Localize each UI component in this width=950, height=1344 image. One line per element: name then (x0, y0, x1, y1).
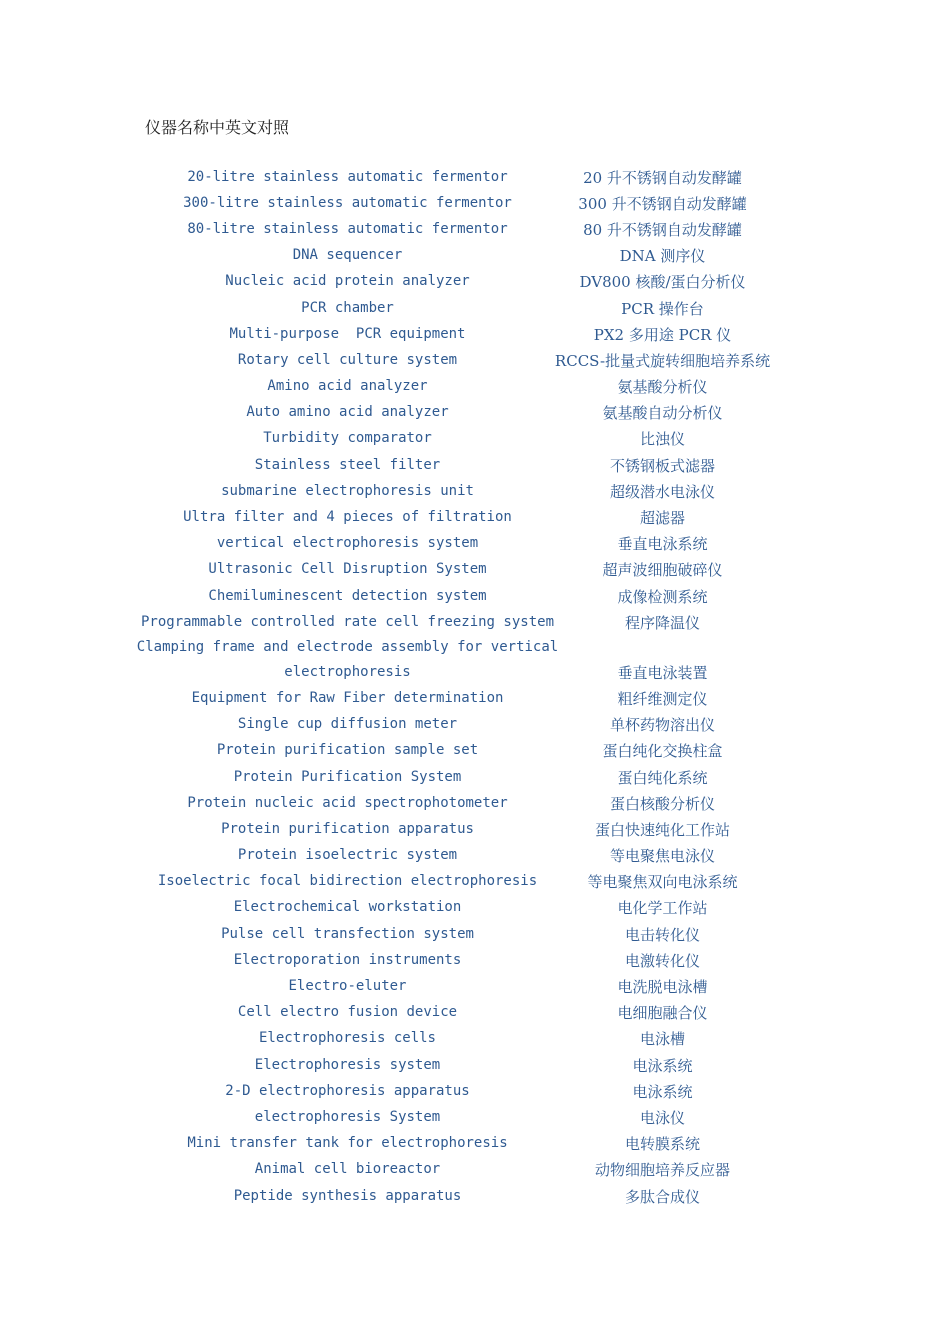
chinese-name: 20 升不锈钢自动发酵罐 (583, 168, 742, 187)
english-name: Peptide synthesis apparatus (233, 1187, 462, 1204)
english-name: vertical electrophoresis system (216, 535, 479, 552)
english-name: Isoelectric focal bidirection electrophoresis (157, 873, 538, 890)
table-row (0, 609, 950, 635)
english-name: Protein purification sample set (216, 742, 479, 759)
table-row (0, 764, 950, 790)
chinese-name: 程序降温仪 (624, 613, 700, 632)
table-row (0, 452, 950, 478)
english-name: PCR chamber (301, 299, 394, 316)
english-name: DNA sequencer (292, 247, 403, 264)
table-row (0, 347, 950, 373)
chinese-name: 超级潜水电泳仪 (609, 482, 715, 501)
english-name: Animal cell bioreactor (254, 1161, 441, 1178)
table-row (0, 1000, 950, 1026)
english-name: Single cup diffusion meter (237, 716, 458, 733)
english-name: Electroporation instruments (233, 951, 462, 968)
chinese-name: 蛋白纯化系统 (617, 768, 708, 787)
table-row (0, 712, 950, 738)
english-name: Electrochemical workstation (233, 899, 462, 916)
english-name: Protein nucleic acid spectrophotometer (187, 794, 508, 811)
chinese-name: 超滤器 (639, 509, 685, 528)
table-row (0, 685, 950, 711)
table-row (0, 1157, 950, 1183)
table-row (0, 190, 950, 216)
chinese-name: 氨基酸分析仪 (617, 378, 708, 397)
chinese-name: DV800 核酸/蛋白分析仪 (579, 273, 746, 292)
english-name: Electro-eluter (288, 978, 407, 995)
english-name: Clamping frame and electrode assembly for vertical electrophoresis (136, 639, 567, 681)
chinese-name: 单杯药物溶出仪 (609, 716, 715, 735)
english-name: Ultrasonic Cell Disruption System (208, 561, 487, 578)
english-name: Auto amino acid analyzer (246, 404, 449, 421)
chinese-name: 垂直电泳装置 (617, 664, 708, 683)
chinese-name: RCCS-批量式旋转细胞培养系统 (554, 351, 771, 370)
english-name: Ultra filter and 4 pieces of filtration (183, 509, 512, 526)
chinese-name: PCR 操作台 (621, 299, 704, 318)
english-name: Equipment for Raw Fiber determination (191, 689, 504, 706)
table-row (0, 816, 950, 842)
chinese-name: 垂直电泳系统 (617, 535, 708, 554)
english-name: Electrophoresis system (254, 1056, 441, 1073)
chinese-name: 蛋白核酸分析仪 (609, 794, 715, 813)
chinese-name: 电击转化仪 (624, 925, 700, 944)
chinese-name: 80 升不锈钢自动发酵罐 (583, 220, 742, 239)
chinese-name: 电激转化仪 (624, 951, 700, 970)
english-name: submarine electrophoresis unit (221, 482, 474, 499)
table-row (0, 895, 950, 921)
table-row (0, 374, 950, 400)
table-row (0, 635, 950, 685)
chinese-name: 蛋白快速纯化工作站 (594, 820, 730, 839)
english-name: Protein isoelectric system (237, 847, 458, 864)
table-row (0, 531, 950, 557)
english-name: Amino acid analyzer (267, 378, 428, 395)
english-name: electrophoresis System (254, 1108, 441, 1125)
chinese-name: 蛋白纯化交换柱盒 (602, 742, 723, 761)
chinese-name: 等电聚焦电泳仪 (609, 847, 715, 866)
chinese-name: 多肽合成仪 (624, 1187, 700, 1206)
table-row (0, 869, 950, 895)
table-row (0, 557, 950, 583)
english-name: 2-D electrophoresis apparatus (225, 1082, 470, 1099)
table-row (0, 973, 950, 999)
table-row (0, 269, 950, 295)
chinese-name: 电泳仪 (639, 1108, 685, 1127)
instrument-name-table (0, 164, 950, 1209)
chinese-name: 氨基酸自动分析仪 (602, 404, 723, 423)
table-row (0, 295, 950, 321)
table-row (0, 583, 950, 609)
english-name: 80-litre stainless automatic fermentor (187, 220, 508, 237)
chinese-name: PX2 多用途 PCR 仪 (593, 325, 732, 344)
chinese-name: 电化学工作站 (617, 899, 708, 918)
chinese-name: 电细胞融合仪 (617, 1004, 708, 1023)
table-row (0, 478, 950, 504)
chinese-name: 电泳系统 (632, 1056, 693, 1075)
table-row (0, 321, 950, 347)
english-name: 20-litre stainless automatic fermentor (187, 168, 508, 185)
english-name: Multi-purpose PCR equipment (229, 325, 466, 342)
english-name: Rotary cell culture system (237, 351, 458, 368)
table-row (0, 400, 950, 426)
chinese-name: 300 升不锈钢自动发酵罐 (578, 194, 747, 213)
chinese-name: 电泳系统 (632, 1082, 693, 1101)
chinese-name: 动物细胞培养反应器 (594, 1161, 730, 1180)
chinese-name: DNA 测序仪 (619, 247, 706, 266)
table-row (0, 1131, 950, 1157)
english-name: Turbidity comparator (263, 430, 432, 447)
english-name: Stainless steel filter (254, 456, 441, 473)
table-row (0, 164, 950, 190)
table-row (0, 738, 950, 764)
english-name: 300-litre stainless automatic fermentor (183, 194, 512, 211)
english-name: Cell electro fusion device (237, 1004, 458, 1021)
chinese-name: 电转膜系统 (624, 1135, 700, 1154)
english-name: Programmable controlled rate cell freezing system (140, 613, 554, 630)
table-row (0, 843, 950, 869)
table-row (0, 947, 950, 973)
table-row (0, 921, 950, 947)
table-row (0, 1183, 950, 1209)
english-name: Electrophoresis cells (258, 1030, 436, 1047)
english-name: Nucleic acid protein analyzer (225, 273, 470, 290)
table-row (0, 790, 950, 816)
chinese-name: 不锈钢板式滤器 (609, 456, 715, 475)
document-title: 仪器名称中英文对照 (145, 118, 290, 137)
chinese-name: 电泳槽 (639, 1030, 685, 1049)
table-row (0, 504, 950, 530)
table-row (0, 426, 950, 452)
chinese-name: 等电聚焦双向电泳系统 (587, 873, 738, 892)
chinese-name: 超声波细胞破碎仪 (602, 561, 723, 580)
english-name: Chemiluminescent detection system (208, 587, 487, 604)
chinese-name: 比浊仪 (639, 430, 685, 449)
chinese-name: 成像检测系统 (617, 587, 708, 606)
table-row (0, 1026, 950, 1052)
chinese-name: 电洗脱电泳槽 (617, 978, 708, 997)
english-name: Pulse cell transfection system (221, 925, 474, 942)
english-name: Protein Purification System (233, 768, 462, 785)
chinese-name: 粗纤维测定仪 (617, 689, 708, 708)
table-row (0, 216, 950, 242)
english-name: Mini transfer tank for electrophoresis (187, 1135, 508, 1152)
english-name: Protein purification apparatus (221, 820, 474, 837)
table-row (0, 243, 950, 269)
table-row (0, 1052, 950, 1078)
table-row (0, 1104, 950, 1130)
table-row (0, 1078, 950, 1104)
